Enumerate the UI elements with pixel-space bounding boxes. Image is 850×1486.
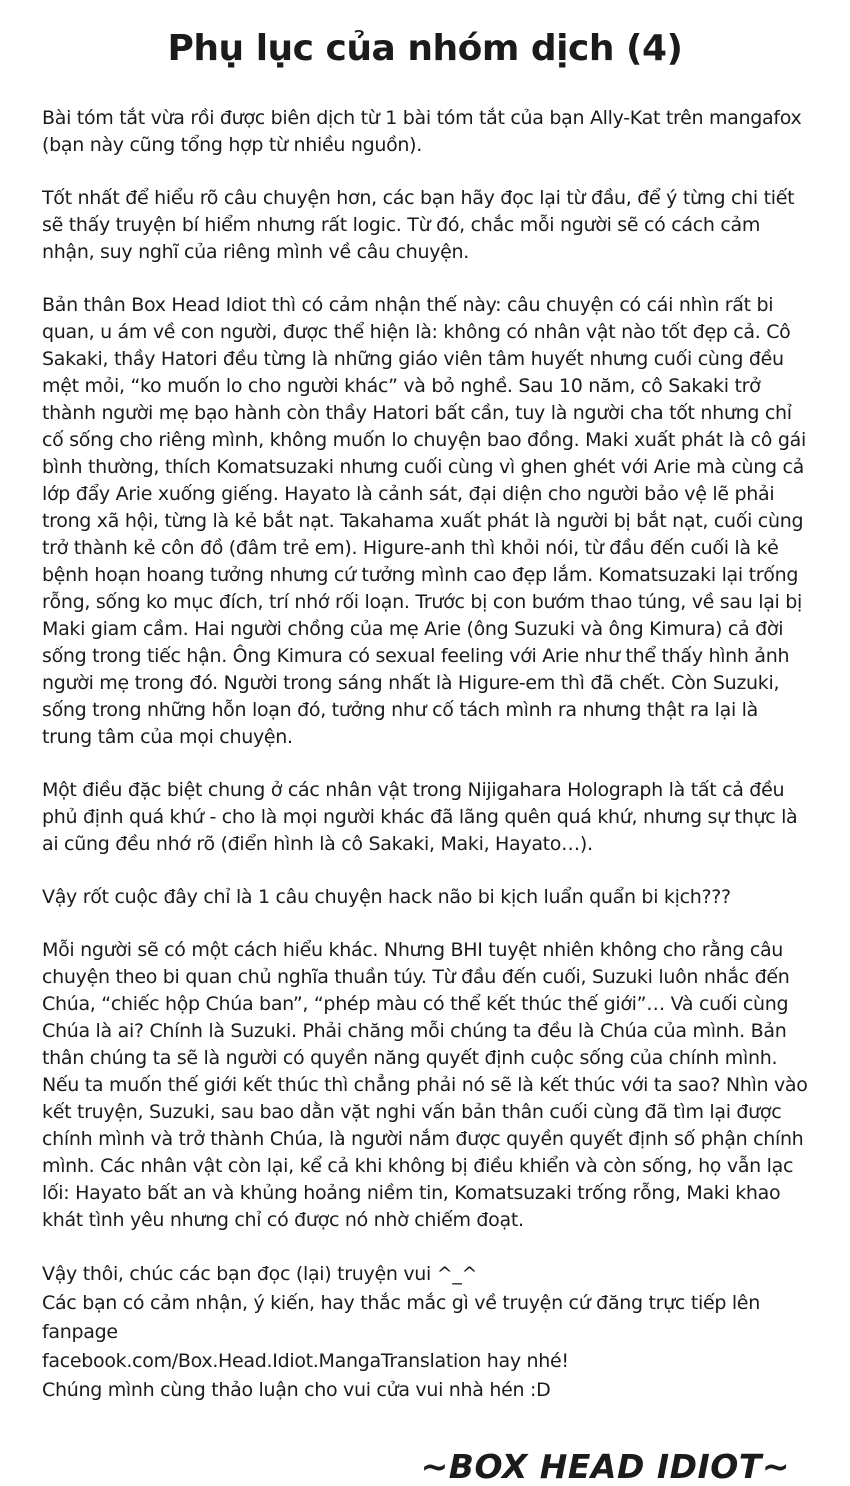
closing-line-feedback: Các bạn có cảm nhận, ý kiến, hay thắc mắc gì về truyện cứ đăng trực tiếp lên fanpage <box>42 1292 760 1343</box>
closing-line-fanpage-url: facebook.com/Box.Head.Idiot.MangaTranslation hay nhé! <box>42 1350 569 1372</box>
paragraph-character-analysis: Bản thân Box Head Idiot thì có cảm nhận thế này: câu chuyện có cái nhìn rất bi quan, u ám về con người, được thể hiện là: không có nhân vật nào tốt đẹp cả. Cô Sakaki, thầy Hatori đều từng là những giáo viên tâm huyết nhưng cuối cùng đều mệt mỏi, “ko muốn lo cho người khác” và bỏ nghề. Sau 10 năm, cô Sakaki trở thành người mẹ bạo hành còn thầy Hatori bất cần, tuy là người cha tốt nhưng chỉ cố sống cho riêng mình, không muốn lo chuyện bao đồng. Maki xuất phát là cô gái bình thường, thích Komatsuzaki nhưng cuối cùng vì ghen ghét với Arie mà cùng cả lớp đẩy Arie xuống giếng. Hayato là cảnh sát, đại diện cho người bảo vệ lẽ phải trong xã hội, từng là kẻ bắt nạt. Takahama xuất phát là người bị bắt nạt, cuối cùng trở thành kẻ côn đồ (đâm trẻ em). Higure-anh thì khỏi nói, từ đầu đến cuối là kẻ bệnh hoạn hoang tưởng nhưng cứ tưởng mình cao đẹp lắm. Komatsuzaki lại trống rỗng, sống ko mục đích, trí nhớ rối loạn. Trước bị con bướm thao túng, về sau lại bị Maki giam cầm. Hai người chồng của mẹ Arie (ông Suzuki và ông Kimura) cả đời sống trong tiếc hận. Ông Kimura có sexual feeling với Arie như thể thấy hình ảnh người mẹ trong đó. Người trong sáng nhất là Higure-em thì đã chết. Còn Suzuki, sống trong những hỗn loạn đó, tưởng như cố tách mình ra nhưng thật ra lại là trung tâm của mọi chuyện. <box>42 294 806 748</box>
closing-line-discussion: Chúng mình cùng thảo luận cho vui cửa vui nhà hén :D <box>42 1379 551 1401</box>
paragraph-god-interpretation: Mỗi người sẽ có một cách hiểu khác. Nhưng BHI tuyệt nhiên không cho rằng câu chuyện theo bi quan chủ nghĩa thuần túy. Từ đầu đến cuối, Suzuki luôn nhắc đến Chúa, “chiếc hộp Chúa ban”, “phép màu có thể kết thúc thế giới”… Và cuối cùng Chúa là ai? Chính là Suzuki. Phải chăng mỗi chúng ta đều là Chúa của mình. Bản thân chúng ta sẽ là người có quyền năng quyết định cuộc sống của chính mình. Nếu ta muốn thế giới kết thúc thì chẳng phải nó sẽ là kết thúc với ta sao? Nhìn vào kết truyện, Suzuki, sau bao dằn vặt nghi vấn bản thân cuối cùng đã tìm lại được chính mình và trở thành Chúa, là người nắm được quyền quyết định số phận chính mình. Các nhân vật còn lại, kể cả khi không bị điều khiển và còn sống, họ vẫn lạc lối: Hayato bất an và khủng hoảng niềm tin, Komatsuzaki trống rỗng, Maki khao khát tình yêu nhưng chỉ có được nó nhờ chiếm đoạt. <box>42 939 808 1231</box>
paragraph-past-denial: Một điều đặc biệt chung ở các nhân vật trong Nijigahara Holograph là tất cả đều phủ định quá khứ - cho là mọi người khác đã lãng quên quá khứ, nhưng sự thực là ai cũng đều nhớ rõ (điển hình là cô Sakaki, Maki, Hayato…). <box>42 779 798 855</box>
paragraph-rhetorical-question: Vậy rốt cuộc đây chỉ là 1 câu chuyện hack não bi kịch luẩn quẩn bi kịch??? <box>42 886 731 908</box>
paragraph-reread-advice: Tốt nhất để hiểu rõ câu chuyện hơn, các bạn hãy đọc lại từ đầu, để ý từng chi tiết sẽ thấy truyện bí hiểm nhưng rất logic. Từ đó, chắc mỗi người sẽ có cách cảm nhận, suy nghĩ của riêng mình về câu chuyện. <box>42 187 795 263</box>
group-signature: ~BOX HEAD IDIOT~ <box>420 1447 790 1486</box>
closing-line-wish: Vậy thôi, chúc các bạn đọc (lại) truyện vui ^_^ <box>42 1263 478 1285</box>
page-title: Phụ lục của nhóm dịch (4) <box>167 28 683 69</box>
paragraph-summary-source: Bài tóm tắt vừa rồi được biên dịch từ 1 bài tóm tắt của bạn Ally-Kat trên mangafox (bạn này cũng tổng hợp từ nhiều nguồn). <box>42 107 802 156</box>
closing-note <box>42 1260 808 1405</box>
